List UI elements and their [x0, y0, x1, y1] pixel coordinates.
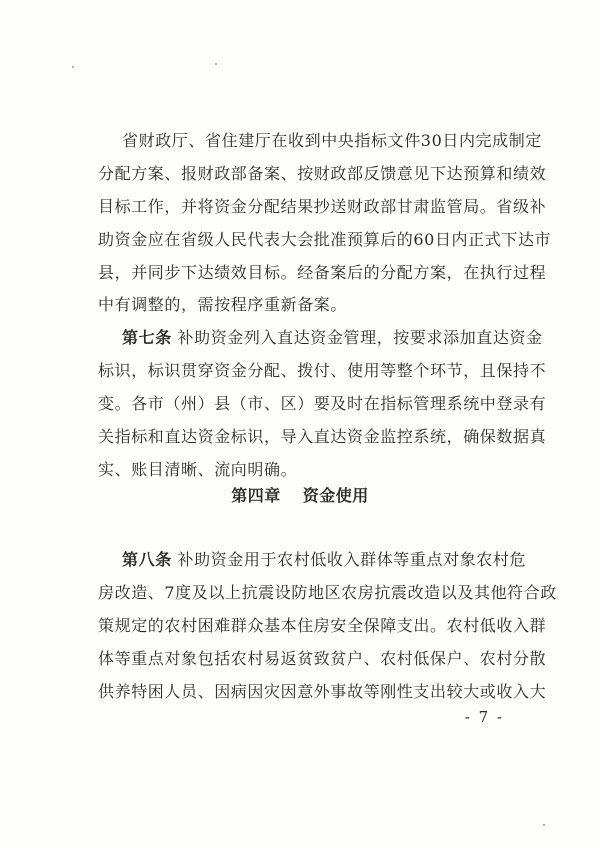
paragraph-1-line-3: 目标工作，并将资金分配结果抄送财政部甘肃监管局。省级补 — [98, 197, 547, 216]
paragraph-1-line-4: 助资金应在省级人民代表大会批准预算后的60日内正式下达市 — [98, 230, 552, 249]
article-7-line-5: 实、账目清晰、流向明确。 — [98, 460, 298, 479]
article-7-line-2: 标识，标识贯穿资金分配、拨付、使用等整个环节，且保持不 — [98, 361, 547, 380]
paragraph-1-line-1: 省财政厅、省住建厅在收到中央指标文件30日内完成制定 — [122, 131, 542, 150]
paragraph-1-line-2: 分配方案、报财政部备案、按财政部反馈意见下达预算和绩效 — [98, 164, 547, 183]
article-8-line-4: 体等重点对象包括农村易返贫致贫户、农村低保户、农村分散 — [98, 649, 547, 668]
article-8-line-1 — [122, 550, 526, 570]
article-8-line-3: 策规定的农村困难群众基本住房安全保障支出。农村低收入群 — [98, 616, 547, 635]
chapter-heading — [0, 486, 600, 506]
article-7-line-4: 关指标和直达资金标识，导入直达资金监控系统，确保数据真 — [98, 427, 547, 446]
article-7-label: 第七条 — [122, 328, 172, 347]
paragraph-1-line-6: 中有调整的，需按程序重新备案。 — [98, 295, 348, 314]
article-7-first-line: 补助资金列入直达资金管理，按要求添加直达资金 — [177, 328, 543, 347]
article-7-line-1 — [122, 328, 543, 348]
paragraph-1-line-5: 县，并同步下达绩效目标。经备案后的分配方案，在执行过程 — [98, 263, 547, 282]
scan-speck — [215, 63, 217, 65]
article-8-line-5: 供养特困人员、因病因灾因意外事故等刚性支出较大或收入大 — [98, 682, 547, 701]
article-8-first-line: 补助资金用于农村低收入群体等重点对象农村危 — [177, 550, 527, 569]
page-number: - 7 - — [464, 708, 504, 726]
article-7-line-3: 变。各市（州）县（市、区）要及时在指标管理系统中登录有 — [98, 394, 547, 413]
scan-speck — [72, 66, 74, 68]
article-8-label: 第八条 — [122, 550, 172, 569]
article-8-line-2: 房改造、7度及以上抗震设防地区农房抗震改造以及其他符合政 — [98, 583, 557, 602]
scan-speck — [543, 824, 545, 826]
chapter-title: 资金使用 — [302, 486, 369, 505]
chapter-number: 第四章 — [231, 486, 281, 505]
